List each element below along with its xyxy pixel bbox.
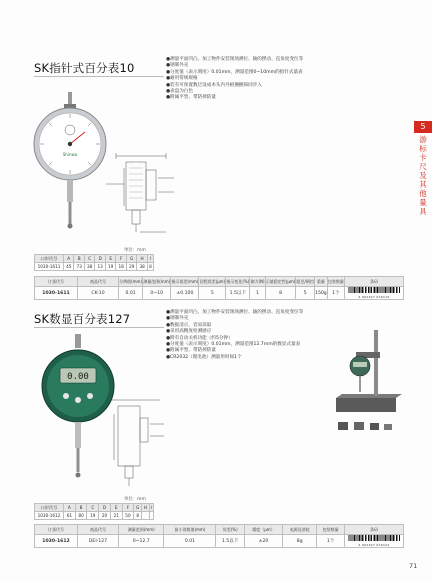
table-cell: 1个	[317, 535, 345, 548]
lcd-value: 0.00	[67, 372, 89, 382]
table-header-cell: 回程误差(μm)	[199, 277, 226, 287]
table-cell: 0.01	[164, 535, 216, 548]
section1-title: SK指针式百分表10	[34, 61, 135, 75]
table-header-cell: C	[84, 255, 94, 263]
table-row	[35, 535, 404, 548]
table-header-row	[35, 255, 154, 263]
barcode-number: 4 902327 016122	[358, 543, 390, 547]
indicator-stand-image	[330, 324, 410, 419]
table-header-cell: 最小读数值(mm)	[164, 525, 216, 535]
barcode-image	[348, 535, 400, 541]
table-header-cell: 测力(N)	[250, 277, 265, 287]
table-header-cell: 测量范围(mm)	[143, 277, 171, 287]
barcode-cell	[345, 287, 404, 300]
table-header-cell: A	[64, 504, 76, 512]
table-cell: 61	[64, 512, 76, 520]
section2-features	[166, 310, 303, 361]
table-header-cell: D	[99, 504, 111, 512]
table-cell: 0.01	[119, 287, 143, 300]
table-cell: 5	[296, 287, 315, 300]
table-cell: 38	[84, 263, 94, 271]
page-number: 71	[409, 562, 418, 570]
table-cell: ±20	[244, 535, 282, 548]
table-header-cell: 商品代号	[78, 277, 119, 287]
table-cell: 18	[116, 263, 126, 271]
section1-dimension-table	[34, 254, 154, 271]
feature-item: ●表盘为白色	[166, 89, 193, 95]
table-header-cell: 条码	[345, 277, 404, 287]
table-cell: 1.5以下	[216, 535, 244, 548]
table-header-cell: 误差(%)	[216, 525, 244, 535]
table-cell: 8	[134, 512, 142, 520]
section1-title-rule	[34, 76, 164, 77]
feature-item: ●采用高精度检测感应	[166, 329, 212, 335]
table-header-cell: 测量范围(mm)	[119, 525, 164, 535]
table-cell: 21	[110, 512, 122, 520]
table-header-cell: 商品代号	[78, 525, 119, 535]
table-cell: 73	[74, 263, 84, 271]
table-header-row	[35, 525, 404, 535]
table-header-cell: 分辨值(mm)	[119, 277, 143, 287]
table-header-cell: 指示误差(mm)	[171, 277, 199, 287]
section1-units: 单位：mm	[124, 248, 146, 253]
table-header-cell: C	[87, 504, 99, 512]
table-row	[35, 287, 404, 300]
table-header-row	[35, 504, 154, 512]
feature-item: ●钢制外壳	[166, 63, 189, 69]
table-header-cell: D	[95, 255, 105, 263]
table-cell	[149, 512, 153, 520]
feature-item: ●钢制外壳	[166, 316, 189, 322]
table-header-cell: H	[137, 255, 147, 263]
table-cell	[142, 512, 150, 520]
section2-dimension-table	[34, 503, 154, 520]
table-header-cell: 指示变化(%)	[226, 277, 250, 287]
dial-brand: Shinwa	[62, 152, 78, 157]
table-header-cell: H	[142, 504, 150, 512]
table-header-cell: 订货代号	[35, 525, 78, 535]
table-header-cell: 包装数量	[317, 525, 345, 535]
dimension-drawing-1	[96, 148, 186, 238]
feature-item: ●附属平型、带防掉防量	[166, 95, 216, 101]
table-cell: 8g	[283, 535, 317, 548]
table-header-cell: 包装数量	[327, 277, 344, 287]
barcode-image	[348, 287, 400, 293]
table-header-cell: E	[110, 504, 122, 512]
table-header-cell: 订货代号	[35, 277, 78, 287]
table-header-cell: B	[74, 255, 84, 263]
feature-item: ●装有可预置数过设成木头内丹板捆捆探同步入	[166, 82, 262, 88]
table-header-cell: 口形代号	[35, 255, 64, 263]
table-cell: 38	[137, 263, 147, 271]
table-header-cell: I	[150, 505, 153, 510]
table-cell: 0~10	[143, 287, 171, 300]
chapter-tab[interactable]	[414, 121, 432, 216]
table-cell: 1.5以下	[226, 287, 250, 300]
table-header-row	[35, 277, 404, 287]
feature-item: ●耐用常规规格	[166, 76, 198, 82]
table-cell: 20	[99, 512, 111, 520]
section2-title-rule	[34, 327, 164, 328]
section1-features	[166, 57, 303, 102]
table-header-cell: 示值稳定性(μm)	[265, 277, 296, 287]
chapter-number: 5	[414, 121, 432, 133]
dimension-drawing-2	[100, 394, 190, 490]
table-cell: 5	[199, 287, 226, 300]
table-header-cell: F	[122, 504, 134, 512]
table-cell: DEI-127	[78, 535, 119, 548]
table-header-cell: A	[64, 255, 74, 263]
table-cell: 13	[95, 263, 105, 271]
feature-item: ●附有自动关机功能（约5分钟）	[166, 335, 233, 341]
feature-item: ●测量平面凹凸、加工物件安装现场测位、轴的摆动、直角度变位等	[166, 310, 304, 315]
table-cell: 1个	[327, 287, 344, 300]
table-header-cell: 重量	[314, 277, 327, 287]
table-header-cell: F	[116, 255, 126, 263]
table-cell: 19	[87, 512, 99, 520]
table-cell: 1	[250, 287, 265, 300]
table-header-cell: G	[126, 255, 136, 263]
table-header-cell: 精度（μm）	[244, 525, 282, 535]
table-cell: 19	[105, 263, 115, 271]
table-cell: 45	[64, 263, 74, 271]
order-code-cell: 1030-1611	[35, 287, 78, 300]
table-cell: CK-10	[78, 287, 119, 300]
section2-units: 单位：mm	[124, 497, 146, 502]
table-cell: 1030-1612	[35, 512, 64, 520]
table-cell: 50	[122, 512, 134, 520]
barcode-cell	[345, 535, 404, 548]
table-cell: 8	[265, 287, 296, 300]
table-header-cell: 电源及消耗	[283, 525, 317, 535]
feature-item: ●分度值（表示刻度）0.01mm，测量范围0~10mm的指针式量表	[166, 69, 303, 75]
table-cell: 29	[126, 263, 136, 271]
table-header-cell: 口形代号	[35, 504, 64, 512]
table-header-cell: 阻尼/倒挡	[296, 277, 315, 287]
feature-item: ●数据清示，容易读取	[166, 322, 212, 328]
table-cell: 8	[149, 264, 152, 269]
feature-item: ●测量平面凹凸、加工物件安装现场测位、轴的摆动、直角度变位等	[166, 57, 304, 62]
table-header-cell: E	[105, 255, 115, 263]
table-header-cell: B	[75, 504, 87, 512]
table-header-cell: 条码	[345, 525, 404, 535]
table-cell: 80	[75, 512, 87, 520]
feature-item: ●CR2032（锂电池）测量用时间1个	[166, 354, 242, 360]
table-cell: 0~12.7	[119, 535, 164, 548]
order-code-cell: 1030-1612	[35, 535, 78, 548]
gauge-blocks-image	[336, 419, 396, 433]
section2-spec-table	[34, 524, 404, 548]
section2-title: SK数显百分表127	[34, 312, 131, 326]
table-header-cell: I	[147, 255, 153, 263]
table-row	[35, 263, 154, 271]
table-cell: 150g	[314, 287, 327, 300]
table-cell: ±0.100	[171, 287, 199, 300]
feature-item: ●附属平型、带防掉防量	[166, 348, 216, 354]
feature-item: ●分度值（表示刻度）0.01mm，测量范围12.7mm的数显式量表	[166, 342, 301, 348]
table-cell: 1030-1611	[35, 263, 64, 271]
barcode-number: 4 902327 016115	[358, 295, 390, 299]
table-header-cell: G	[134, 504, 142, 512]
table-row	[35, 512, 154, 520]
section1-spec-table	[34, 276, 404, 300]
chapter-label: 游标卡尺及其他量具	[419, 135, 427, 216]
